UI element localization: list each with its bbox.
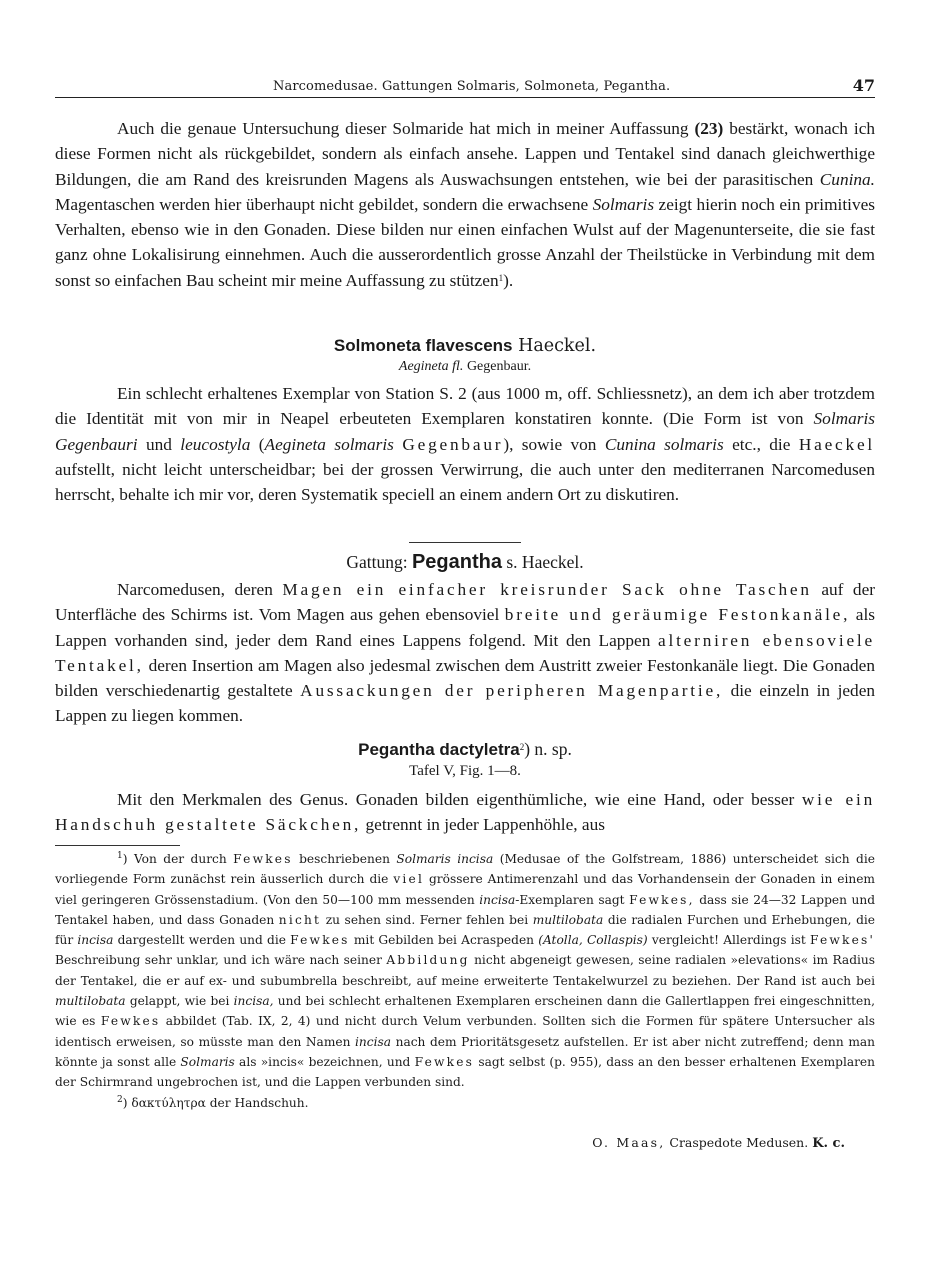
synonym-author: Gegenbaur. (466, 359, 532, 374)
taxon-name: incisa, (233, 994, 274, 1009)
text-run: ). (503, 270, 514, 290)
text-run: dargestellt werden und die (113, 933, 291, 948)
species-author: Haeckel. (518, 336, 597, 356)
footnote-1 (55, 849, 875, 1093)
text-run: und bei schlecht erhaltenen Exemplaren erscheinen dann die Gallertlappen frei eingeschnitten, wie es (55, 994, 875, 1029)
spaced-author-name: Fewkes, (629, 892, 695, 907)
footnote-2 (55, 1093, 875, 1113)
text-run: Auch die genaue Untersuchung dieser Solmaride hat mich in meiner Auffassung (117, 119, 695, 138)
page (55, 0, 875, 1286)
text-run: dass sie 24—32 Lappen und Tentakel haben, und dass Gonaden (55, 892, 875, 927)
header-rule (55, 97, 875, 98)
text-run: zeigt hierin noch ein primitives Verhalten, ebenso wie in den Gonaden. Diese bilden nur einen einfachen Wulst auf der Magenunterseite, die sie fast ganz ohne Lokalisirung einnehmen. Auch die ausserordentlich grosse Anzahl der Theilstücke in Verbindung mit dem sonst so einfachen Bau scheint mir meine Auffassung zu stützen (55, 194, 875, 290)
signature-author: O. Maas, (592, 1135, 666, 1150)
signature-title: Craspedote Medusen. (665, 1135, 809, 1150)
spaced-author-name: Fewkes' (809, 933, 876, 948)
text-run: sagt selbst (p. 955), dass an den besser erhaltenen Exemplaren der Schirmrand ungebrochen ist, und die Lappen verbunden sind. (55, 1054, 875, 1090)
text-run: ) Von der durch (122, 852, 234, 866)
text-run: beschriebenen (292, 852, 397, 866)
spaced-emphasis: alterniren ebensoviele Tentakel, (55, 630, 875, 675)
text-run: abbildet (Tab. IX, 2, 4) und nicht durch Velum verbunden. Sollten sich die Formen für spätere Untersucher als identisch erweisen, so müsste man den Namen (55, 1014, 875, 1049)
text-run: die einzeln in jeden Lappen zu liegen kommen. (55, 681, 876, 726)
taxon-name: multilobata (55, 994, 126, 1009)
text-run: Magentaschen werden hier überhaupt nicht gebildet, sondern die erwachsene (55, 194, 593, 214)
spaced-emphasis: Aussackungen der peripheren Magenpartie, (300, 681, 724, 701)
spaced-author-name: Fewkes (414, 1054, 475, 1069)
paragraph-solmaris-discussion (55, 116, 875, 293)
spaced-author-name: Fewkes (233, 852, 293, 866)
running-head (55, 76, 875, 96)
synonym-name: Aegineta fl. (398, 359, 464, 374)
spaced-author-name: Fewkes (100, 1014, 161, 1029)
paragraph-species-description (55, 787, 875, 838)
text-run: Narcomedusen, deren (117, 580, 283, 599)
taxon-name: Solmaris (180, 1054, 235, 1069)
genus-author: s. Haeckel. (506, 552, 584, 572)
text-run: (Medusae of the Golfstream, 1886) unterscheidet sich die vorliegende Form zunächst rein äusserlich durch die (55, 852, 875, 887)
section-divider (409, 542, 521, 543)
text-run: als »incis« bezeichnen, und (234, 1054, 415, 1069)
species-heading-pegantha (55, 739, 875, 760)
text-run: deren Insertion am Magen also jedesmal zwischen dem Austritt zweier Festonkanäle liegt. Die Gonaden bilden verschiedenartig gestaltete (55, 655, 875, 701)
taxon-name: multilobata (532, 912, 604, 927)
text-run: ( (250, 434, 265, 454)
signature-mark: K. c. (812, 1136, 845, 1151)
genus-name: Pegantha (411, 551, 502, 573)
spaced-emphasis: Magen ein einfacher kreisrunder Sack ohne Taschen (282, 580, 812, 599)
taxon-name: Cunina solmaris (604, 434, 724, 454)
plate-reference: Tafel V, Fig. 1—8. (409, 763, 521, 779)
genus-label: Gattung: (346, 552, 408, 572)
text-run: gelappt, wie bei (125, 994, 234, 1009)
page-number: 47 (852, 76, 875, 95)
printer-signature (592, 1135, 845, 1151)
text-run: zu sehen sind. Ferner fehlen bei (321, 912, 533, 927)
species-name: Pegantha dactyletra (358, 740, 520, 759)
text-run: Mit den Merkmalen des Genus. Gonaden bilden eigenthümliche, wie eine Hand, oder besser (117, 790, 802, 809)
spaced-author-name: Gegenbaur (402, 434, 504, 454)
running-head-title: Narcomedusae. Gattungen Solmaris, Solmoneta, Pegantha. (273, 79, 671, 94)
taxon-name: Solmaris incisa (396, 852, 494, 866)
taxon-name: Solmaris Gegenbauri (55, 409, 875, 454)
text-run: auf der Unterfläche des Schirms ist. Vom Magen aus gehen ebensoviel (55, 580, 875, 625)
text-run: nicht abgeneigt gewesen, seine radialen »elevations« im Radius der Tentakel, die er auf ex- und subumbrella beschreibt, auf meine erweiterte Tentakelwurzel zu beziehen. Der Rand ist auch bei (55, 953, 876, 988)
footnotes (55, 849, 875, 1113)
text-run: -Exemplaren sagt (515, 892, 630, 907)
footnote-number: 1 (117, 851, 123, 861)
spaced-emphasis: wie ein Handschuh gestaltete Säckchen, (55, 790, 876, 835)
footnote-number: 2 (117, 1094, 123, 1105)
genus-heading-pegantha (55, 551, 875, 574)
text-run: getrennt in jeder Lappenhöhle, aus (361, 815, 605, 835)
synonym-line (55, 359, 875, 375)
spaced-emphasis: viel (393, 872, 425, 887)
text-run: die radialen Furchen und Erhebungen, die für (55, 912, 875, 948)
taxon-name: Aegineta solmaris (264, 434, 394, 454)
text-run: grössere Antimerenzahl und das Vorhandensein der Gonaden in einem viel geringeren Grössenstadium. (Von den 50—100 mm messenden (55, 872, 875, 907)
species-name: Solmoneta flavescens (333, 336, 513, 355)
footnote-marker: 2 (519, 742, 525, 752)
text-run: mit Gebilden bei Acraspeden (349, 933, 539, 948)
text-run: aufstellt, nicht leicht unterscheidbar; bei der grossen Verwirrung, die auch unter den mediterranen Narcomedusen herrscht, behalte ich mir vor, deren Systematik speciell an einem andern Ort zu diskutiren. (55, 459, 875, 505)
taxon-name: leucostyla (180, 434, 251, 454)
text-run: Beschreibung sehr unklar, und ich wäre nach seiner (55, 953, 387, 968)
text-run: und (137, 434, 181, 454)
text-run: ), sowie von (503, 434, 605, 454)
text-run: bestärkt, wonach ich diese Formen nicht als rückgebildet, sondern als einfach ansehe. Lappen und Tentakel sind danach gleichwerthige Bildungen, die am Rand des kreisrunden Magens als Auswachsungen entstehen, wie bei der parasitischen (55, 119, 876, 189)
paragraph-genus-diagnosis (55, 577, 875, 729)
species-heading-solmoneta (55, 336, 875, 356)
spaced-author-name: Fewkes (290, 933, 350, 948)
text-run: Ein schlecht erhaltenes Exemplar von Station S. 2 (aus 1000 m, off. Schliessnetz), an dem ich aber trotzdem die Identität mit von mir in Neapel erbeuteten Exemplaren konstatiren konnte. (Die Form ist von (55, 384, 875, 429)
taxon-name: incisa (77, 933, 114, 948)
spaced-emphasis: breite und geräumige Festonkanäle, (504, 605, 851, 625)
footnote-marker: 1 (498, 272, 504, 283)
spaced-author-name: Haeckel (798, 434, 876, 454)
footnote-rule (55, 845, 180, 846)
taxon-name: Solmaris (592, 194, 655, 214)
taxon-name: incisa (355, 1034, 392, 1049)
taxon-name: (Atolla, Collaspis) (538, 933, 648, 948)
species-suffix: ) n. sp. (524, 739, 572, 759)
taxon-name: incisa (479, 892, 516, 907)
text-run: als Lappen vorhanden sind, jeder dem Rand eines Lappens folgend. Mit den Lappen (55, 605, 875, 650)
text-run: vergleicht! Allerdings ist (647, 933, 810, 948)
reference-number: (23) (694, 119, 724, 138)
text-run: nach dem Prioritätsgesetz aufstellen. Er ist aber nicht zutreffend; denn man könnte ja sonst alle (55, 1034, 876, 1069)
text-run: etc., die (723, 434, 799, 454)
paragraph-solmoneta (55, 381, 875, 507)
taxon-name: Cunina. (819, 169, 875, 189)
spaced-emphasis: nicht (278, 912, 322, 927)
text-run: ) δακτύλητρα der Handschuh. (122, 1095, 309, 1110)
spaced-emphasis: Abbildung (386, 953, 470, 968)
